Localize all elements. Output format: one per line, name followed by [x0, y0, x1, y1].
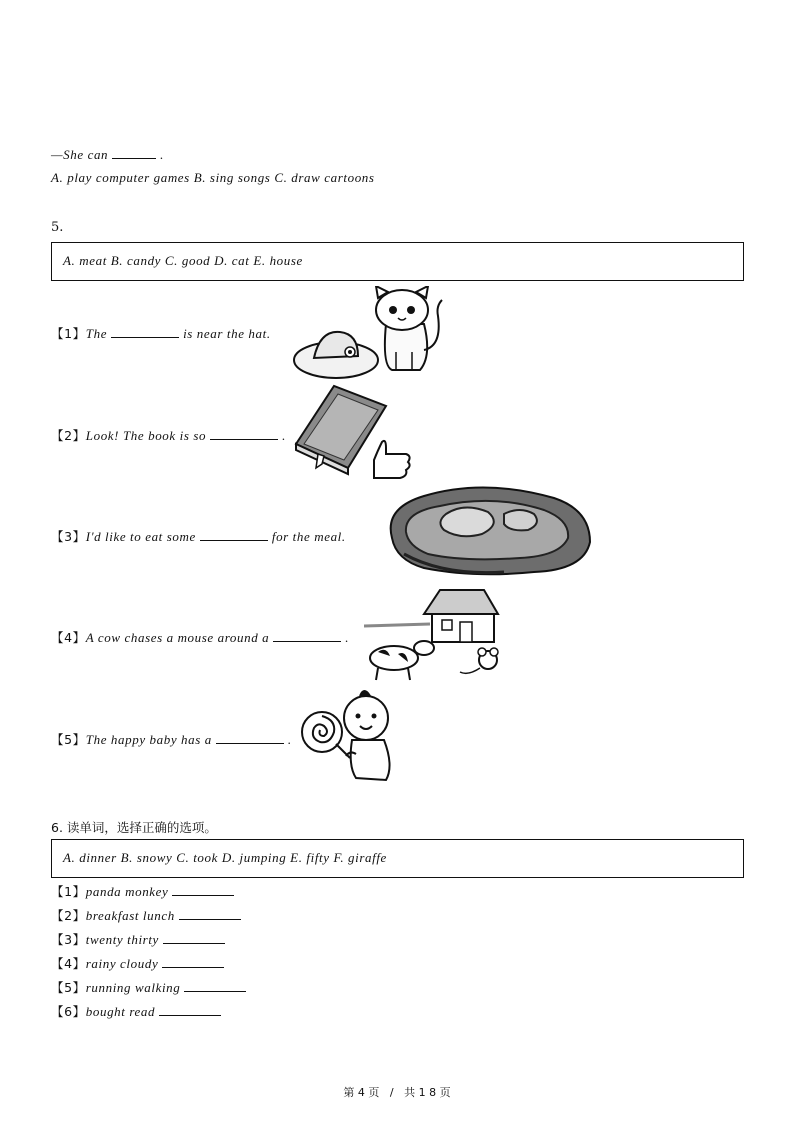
cat-and-hat-picture [292, 286, 452, 384]
q6-item-1-blank[interactable] [172, 883, 234, 896]
q4-options: A. play computer games B. sing songs C. draw cartoons [51, 170, 375, 185]
page-footer: 第 4 页 / 共 1 8 页 [343, 1086, 451, 1099]
q5-item-2-blank[interactable] [210, 427, 278, 440]
q5-item-1: 【1】The is near the hat. [51, 326, 271, 341]
q5-item-2: 【2】Look! The book is so . [51, 428, 286, 443]
q5-word-bank-box [51, 242, 744, 281]
house-cow-mouse-picture [364, 584, 508, 686]
q6-item-2-blank[interactable] [179, 907, 241, 920]
q5-item-3: 【3】I'd like to eat some for the meal. [51, 529, 346, 544]
q4-answer-prefix: —She can [51, 147, 109, 162]
q5-item-5-blank[interactable] [216, 731, 284, 744]
q6-item-3-blank[interactable] [163, 931, 225, 944]
q6-word-bank: A. dinner B. snowy C. took D. jumping E. fifty F. giraffe [63, 850, 387, 865]
q6-item-1: 【1】panda monkey [51, 882, 238, 900]
q6-word-bank-box [51, 839, 744, 878]
baby-with-lollipop-picture [300, 686, 400, 788]
q5-item-4-blank[interactable] [273, 629, 341, 642]
q6-item-5: 【5】running walking [51, 978, 250, 996]
q5-item-1-blank[interactable] [111, 325, 179, 338]
q6-item-5-blank[interactable] [184, 979, 246, 992]
q4-answer-line: —She can . [51, 147, 165, 162]
q6-item-3: 【3】twenty thirty [51, 930, 229, 948]
q4-answer-blank[interactable] [112, 146, 156, 159]
q6-item-6: 【6】bought read [51, 1002, 225, 1020]
book-and-thumbs-up-picture [294, 384, 418, 482]
q5-item-4: 【4】A cow chases a mouse around a . [51, 630, 350, 645]
q6-item-4-blank[interactable] [162, 955, 224, 968]
q6-item-2: 【2】breakfast lunch [51, 906, 245, 924]
q5-number: 5. [51, 220, 64, 235]
q5-item-5: 【5】The happy baby has a . [51, 732, 292, 747]
meat-picture [384, 484, 596, 580]
q6-item-4: 【4】rainy cloudy [51, 954, 228, 972]
q6-heading: 6. 读单词，选择正确的选项。 [51, 820, 217, 835]
q5-item-3-blank[interactable] [200, 528, 268, 541]
q5-word-bank: A. meat B. candy C. good D. cat E. house [63, 253, 303, 268]
q6-item-6-blank[interactable] [159, 1003, 221, 1016]
